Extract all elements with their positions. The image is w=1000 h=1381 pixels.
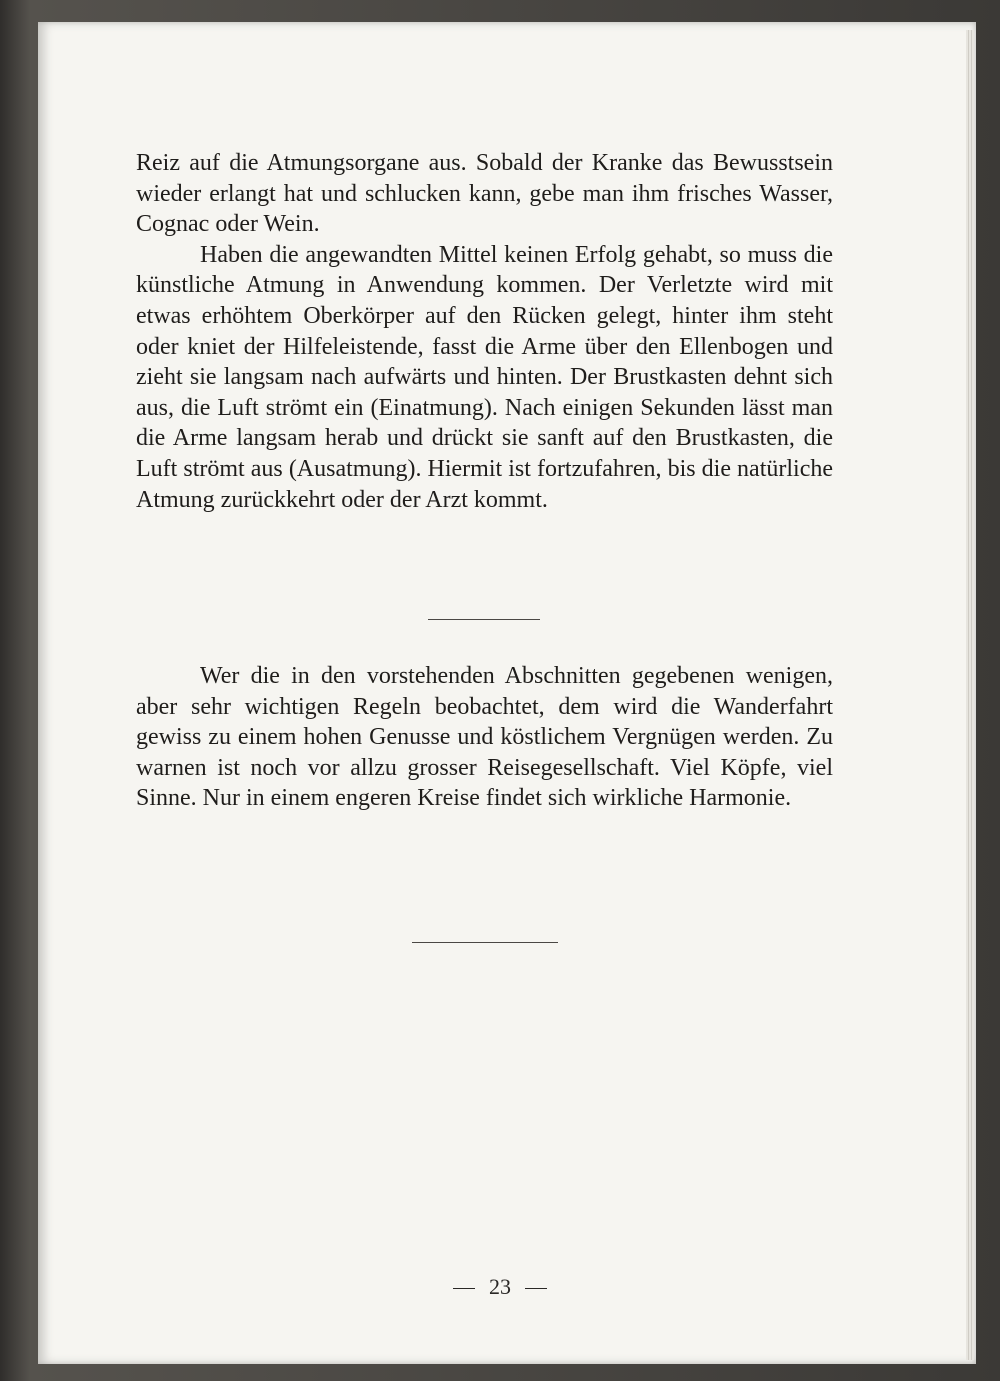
text-section-2 xyxy=(136,661,833,814)
end-divider-rule xyxy=(412,942,558,943)
text-section-1 xyxy=(136,148,833,515)
page-edge-stack xyxy=(966,30,974,1360)
page-number-dash-left xyxy=(453,1288,475,1289)
page-number-dash-right xyxy=(525,1288,547,1289)
section-divider-rule xyxy=(428,619,540,620)
page-number: 23 xyxy=(489,1274,511,1299)
paragraph-closing-remarks: Wer die in den vorstehenden Abschnitten gegebenen wenigen, aber sehr wichtigen Regeln beobachtet, dem wird die Wanderfahrt gewiss zu einem hohen Genusse und köstlichem Vergnügen werden. Zu warnen ist noch vor allzu grosser Reisegesellschaft. Viel Köpfe, viel Sinne. Nur in einem engeren Kreise findet sich wirkliche Harmonie. xyxy=(136,663,833,812)
paragraph-continuation: Reiz auf die Atmungsorgane aus. Sobald der Kranke das Bewusstsein wieder erlangt hat und schlucken kann, gebe man ihm frisches Wasser, Cognac oder Wein. xyxy=(136,150,833,238)
page-number-footer xyxy=(400,1274,600,1300)
paragraph-artificial-respiration: Haben die angewandten Mittel keinen Erfolg gehabt, so muss die künstliche Atmung in Anwendung kommen. Der Verletzte wird mit etwas erhöhtem Oberkörper auf den Rücken gelegt, hinter ihm steht oder kniet der Hilfeleistende, fasst die Arme über den Ellenbogen und zieht sie langsam nach aufwärts und hinten. Der Brustkasten dehnt sich aus, die Luft strömt ein (Einatmung). Nach einigen Sekunden lässt man die Arme langsam herab und drückt sie sanft auf den Brustkasten, die Luft strömt aus (Ausatmung). Hiermit ist fortzufahren, bis die natürliche Atmung zurückkehrt oder der Arzt kommt. xyxy=(136,241,833,513)
